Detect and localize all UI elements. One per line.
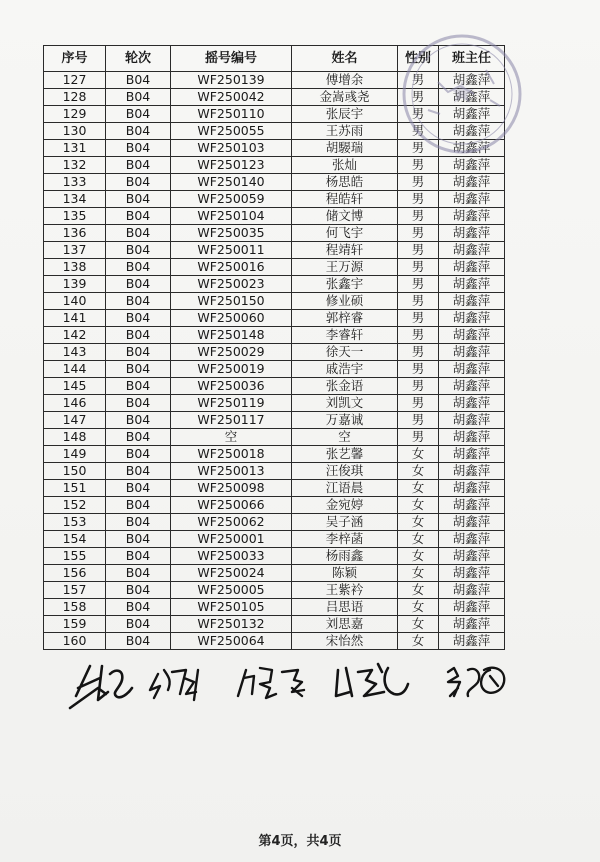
- table-row: [44, 72, 505, 89]
- cell-gender: 女: [398, 565, 439, 582]
- cell-name: 胡騴瑞: [292, 140, 398, 157]
- cell-lottery-number: WF250042: [171, 89, 292, 106]
- cell-round: B04: [106, 242, 171, 259]
- cell-lottery-number: WF250013: [171, 463, 292, 480]
- cell-gender: 男: [398, 259, 439, 276]
- cell-serial-number: 144: [44, 361, 106, 378]
- cell-gender: 男: [398, 293, 439, 310]
- handwritten-signature-4: [336, 664, 408, 696]
- cell-gender: 女: [398, 582, 439, 599]
- cell-lottery-number: WF250064: [171, 633, 292, 650]
- cell-lottery-number: WF250123: [171, 157, 292, 174]
- header-gender: 性别: [398, 46, 439, 72]
- cell-name: 刘思嘉: [292, 616, 398, 633]
- cell-serial-number: 148: [44, 429, 106, 446]
- table-row: [44, 582, 505, 599]
- cell-gender: 男: [398, 310, 439, 327]
- cell-homeroom-teacher: 胡鑫萍: [439, 276, 505, 293]
- cell-name: 张灿: [292, 157, 398, 174]
- cell-round: B04: [106, 191, 171, 208]
- cell-name: 杨思皓: [292, 174, 398, 191]
- cell-round: B04: [106, 225, 171, 242]
- cell-round: B04: [106, 208, 171, 225]
- cell-name: 李梓菡: [292, 531, 398, 548]
- cell-round: B04: [106, 293, 171, 310]
- cell-homeroom-teacher: 胡鑫萍: [439, 480, 505, 497]
- cell-homeroom-teacher: 胡鑫萍: [439, 123, 505, 140]
- cell-lottery-number: WF250119: [171, 395, 292, 412]
- cell-name: 金嵩彧尧: [292, 89, 398, 106]
- cell-serial-number: 140: [44, 293, 106, 310]
- cell-lottery-number: WF250059: [171, 191, 292, 208]
- cell-homeroom-teacher: 胡鑫萍: [439, 582, 505, 599]
- cell-name: 李睿轩: [292, 327, 398, 344]
- cell-round: B04: [106, 565, 171, 582]
- table-row: [44, 157, 505, 174]
- cell-homeroom-teacher: 胡鑫萍: [439, 395, 505, 412]
- cell-round: B04: [106, 395, 171, 412]
- cell-homeroom-teacher: 胡鑫萍: [439, 361, 505, 378]
- cell-homeroom-teacher: 胡鑫萍: [439, 548, 505, 565]
- table-row: [44, 531, 505, 548]
- handwritten-signature-5: [448, 668, 504, 696]
- cell-serial-number: 133: [44, 174, 106, 191]
- cell-gender: 男: [398, 327, 439, 344]
- cell-serial-number: 131: [44, 140, 106, 157]
- cell-lottery-number: WF250036: [171, 378, 292, 395]
- cell-name: 杨雨鑫: [292, 548, 398, 565]
- cell-gender: 男: [398, 157, 439, 174]
- cell-name: 徐天一: [292, 344, 398, 361]
- table-row: [44, 395, 505, 412]
- table-row: [44, 480, 505, 497]
- cell-serial-number: 151: [44, 480, 106, 497]
- cell-name: 傅增余: [292, 72, 398, 89]
- cell-serial-number: 155: [44, 548, 106, 565]
- cell-gender: 男: [398, 276, 439, 293]
- cell-serial-number: 159: [44, 616, 106, 633]
- cell-gender: 女: [398, 446, 439, 463]
- cell-lottery-number: WF250098: [171, 480, 292, 497]
- cell-gender: 男: [398, 429, 439, 446]
- table-row: [44, 429, 505, 446]
- cell-homeroom-teacher: 胡鑫萍: [439, 616, 505, 633]
- cell-serial-number: 157: [44, 582, 106, 599]
- cell-serial-number: 146: [44, 395, 106, 412]
- cell-serial-number: 158: [44, 599, 106, 616]
- cell-round: B04: [106, 446, 171, 463]
- table-header-row: [44, 46, 505, 72]
- cell-name: 宋怡然: [292, 633, 398, 650]
- cell-homeroom-teacher: 胡鑫萍: [439, 446, 505, 463]
- cell-round: B04: [106, 582, 171, 599]
- cell-round: B04: [106, 89, 171, 106]
- cell-name: 张鑫宇: [292, 276, 398, 293]
- cell-gender: 男: [398, 378, 439, 395]
- table-row: [44, 565, 505, 582]
- cell-gender: 女: [398, 480, 439, 497]
- cell-homeroom-teacher: 胡鑫萍: [439, 497, 505, 514]
- cell-serial-number: 156: [44, 565, 106, 582]
- handwritten-signature-1: [70, 666, 132, 708]
- cell-homeroom-teacher: 胡鑫萍: [439, 412, 505, 429]
- cell-gender: 男: [398, 106, 439, 123]
- cell-lottery-number: WF250060: [171, 310, 292, 327]
- cell-gender: 男: [398, 242, 439, 259]
- cell-name: 张艺馨: [292, 446, 398, 463]
- cell-serial-number: 147: [44, 412, 106, 429]
- cell-homeroom-teacher: 胡鑫萍: [439, 191, 505, 208]
- cell-homeroom-teacher: 胡鑫萍: [439, 157, 505, 174]
- page-footer: 第4页，共4页: [258, 834, 342, 849]
- cell-homeroom-teacher: 胡鑫萍: [439, 463, 505, 480]
- cell-name: 金宛婷: [292, 497, 398, 514]
- cell-name: 修业硕: [292, 293, 398, 310]
- header-serial-number: 序号: [44, 46, 106, 72]
- cell-lottery-number: WF250024: [171, 565, 292, 582]
- cell-round: B04: [106, 344, 171, 361]
- cell-name: 刘凯文: [292, 395, 398, 412]
- cell-name: 吴子涵: [292, 514, 398, 531]
- cell-round: B04: [106, 310, 171, 327]
- cell-name: 陈颖: [292, 565, 398, 582]
- table-row: [44, 242, 505, 259]
- cell-round: B04: [106, 276, 171, 293]
- cell-homeroom-teacher: 胡鑫萍: [439, 310, 505, 327]
- cell-homeroom-teacher: 胡鑫萍: [439, 378, 505, 395]
- cell-name: 储文博: [292, 208, 398, 225]
- cell-round: B04: [106, 174, 171, 191]
- cell-round: B04: [106, 480, 171, 497]
- cell-serial-number: 129: [44, 106, 106, 123]
- cell-serial-number: 142: [44, 327, 106, 344]
- cell-homeroom-teacher: 胡鑫萍: [439, 106, 505, 123]
- cell-name: 张金语: [292, 378, 398, 395]
- cell-lottery-number: WF250029: [171, 344, 292, 361]
- cell-homeroom-teacher: 胡鑫萍: [439, 514, 505, 531]
- cell-name: 王万源: [292, 259, 398, 276]
- cell-lottery-number: WF250066: [171, 497, 292, 514]
- cell-round: B04: [106, 531, 171, 548]
- cell-homeroom-teacher: 胡鑫萍: [439, 565, 505, 582]
- cell-name: 张辰宇: [292, 106, 398, 123]
- cell-lottery-number: WF250011: [171, 242, 292, 259]
- cell-round: B04: [106, 378, 171, 395]
- cell-serial-number: 137: [44, 242, 106, 259]
- cell-gender: 男: [398, 191, 439, 208]
- cell-round: B04: [106, 123, 171, 140]
- table-row: [44, 140, 505, 157]
- cell-serial-number: 136: [44, 225, 106, 242]
- cell-serial-number: 141: [44, 310, 106, 327]
- table-row: [44, 497, 505, 514]
- cell-round: B04: [106, 548, 171, 565]
- cell-gender: 女: [398, 633, 439, 650]
- cell-gender: 男: [398, 344, 439, 361]
- cell-name: 吕思语: [292, 599, 398, 616]
- table-row: [44, 412, 505, 429]
- table-row: [44, 327, 505, 344]
- cell-name: 程皓轩: [292, 191, 398, 208]
- cell-name: 江语晨: [292, 480, 398, 497]
- table-row: [44, 633, 505, 650]
- cell-serial-number: 132: [44, 157, 106, 174]
- cell-round: B04: [106, 106, 171, 123]
- cell-serial-number: 128: [44, 89, 106, 106]
- cell-round: B04: [106, 497, 171, 514]
- cell-round: B04: [106, 72, 171, 89]
- table-row: [44, 344, 505, 361]
- cell-homeroom-teacher: 胡鑫萍: [439, 633, 505, 650]
- table-row: [44, 446, 505, 463]
- cell-homeroom-teacher: 胡鑫萍: [439, 140, 505, 157]
- cell-gender: 男: [398, 174, 439, 191]
- cell-lottery-number: WF250001: [171, 531, 292, 548]
- cell-homeroom-teacher: 胡鑫萍: [439, 259, 505, 276]
- cell-round: B04: [106, 463, 171, 480]
- cell-serial-number: 154: [44, 531, 106, 548]
- cell-lottery-number: WF250055: [171, 123, 292, 140]
- cell-gender: 女: [398, 616, 439, 633]
- cell-serial-number: 130: [44, 123, 106, 140]
- cell-lottery-number: WF250019: [171, 361, 292, 378]
- cell-name: 程靖轩: [292, 242, 398, 259]
- cell-round: B04: [106, 514, 171, 531]
- table-row: [44, 310, 505, 327]
- cell-gender: 女: [398, 531, 439, 548]
- table-body: [44, 72, 505, 650]
- table-row: [44, 259, 505, 276]
- cell-lottery-number: 空: [171, 429, 292, 446]
- cell-lottery-number: WF250103: [171, 140, 292, 157]
- table-row: [44, 463, 505, 480]
- table-row: [44, 106, 505, 123]
- cell-gender: 女: [398, 548, 439, 565]
- cell-name: 戚浩宇: [292, 361, 398, 378]
- cell-name: 王紫衿: [292, 582, 398, 599]
- table-row: [44, 599, 505, 616]
- signatures-area: [60, 648, 530, 718]
- cell-homeroom-teacher: 胡鑫萍: [439, 293, 505, 310]
- cell-homeroom-teacher: 胡鑫萍: [439, 344, 505, 361]
- cell-gender: 男: [398, 208, 439, 225]
- cell-gender: 男: [398, 72, 439, 89]
- handwritten-signature-2: [150, 670, 198, 700]
- cell-homeroom-teacher: 胡鑫萍: [439, 599, 505, 616]
- cell-serial-number: 145: [44, 378, 106, 395]
- table-row: [44, 276, 505, 293]
- cell-serial-number: 153: [44, 514, 106, 531]
- cell-lottery-number: WF250110: [171, 106, 292, 123]
- cell-homeroom-teacher: 胡鑫萍: [439, 225, 505, 242]
- cell-lottery-number: WF250105: [171, 599, 292, 616]
- cell-gender: 男: [398, 395, 439, 412]
- table-row: [44, 293, 505, 310]
- cell-lottery-number: WF250139: [171, 72, 292, 89]
- cell-gender: 男: [398, 140, 439, 157]
- cell-serial-number: 134: [44, 191, 106, 208]
- cell-lottery-number: WF250150: [171, 293, 292, 310]
- handwritten-signature-3: [238, 668, 304, 698]
- cell-homeroom-teacher: 胡鑫萍: [439, 242, 505, 259]
- cell-homeroom-teacher: 胡鑫萍: [439, 327, 505, 344]
- cell-serial-number: 135: [44, 208, 106, 225]
- cell-name: 万嘉诚: [292, 412, 398, 429]
- cell-serial-number: 139: [44, 276, 106, 293]
- cell-lottery-number: WF250132: [171, 616, 292, 633]
- cell-gender: 男: [398, 225, 439, 242]
- table-row: [44, 225, 505, 242]
- table-row: [44, 548, 505, 565]
- cell-gender: 男: [398, 361, 439, 378]
- header-round: 轮次: [106, 46, 171, 72]
- cell-lottery-number: WF250148: [171, 327, 292, 344]
- cell-homeroom-teacher: 胡鑫萍: [439, 429, 505, 446]
- cell-gender: 女: [398, 599, 439, 616]
- cell-lottery-number: WF250033: [171, 548, 292, 565]
- cell-name: 何飞宇: [292, 225, 398, 242]
- cell-serial-number: 149: [44, 446, 106, 463]
- cell-serial-number: 150: [44, 463, 106, 480]
- cell-round: B04: [106, 633, 171, 650]
- table-row: [44, 89, 505, 106]
- cell-gender: 男: [398, 89, 439, 106]
- cell-name: 郭梓睿: [292, 310, 398, 327]
- cell-lottery-number: WF250018: [171, 446, 292, 463]
- cell-round: B04: [106, 412, 171, 429]
- cell-round: B04: [106, 327, 171, 344]
- cell-serial-number: 152: [44, 497, 106, 514]
- table-row: [44, 191, 505, 208]
- table-row: [44, 514, 505, 531]
- cell-round: B04: [106, 259, 171, 276]
- cell-serial-number: 143: [44, 344, 106, 361]
- cell-serial-number: 127: [44, 72, 106, 89]
- cell-homeroom-teacher: 胡鑫萍: [439, 174, 505, 191]
- cell-round: B04: [106, 140, 171, 157]
- cell-round: B04: [106, 429, 171, 446]
- cell-lottery-number: WF250140: [171, 174, 292, 191]
- header-lottery-number: 摇号编号: [171, 46, 292, 72]
- table-row: [44, 361, 505, 378]
- cell-serial-number: 138: [44, 259, 106, 276]
- cell-lottery-number: WF250023: [171, 276, 292, 293]
- cell-round: B04: [106, 616, 171, 633]
- cell-homeroom-teacher: 胡鑫萍: [439, 89, 505, 106]
- table-row: [44, 208, 505, 225]
- cell-gender: 女: [398, 514, 439, 531]
- cell-gender: 女: [398, 463, 439, 480]
- header-name: 姓名: [292, 46, 398, 72]
- cell-lottery-number: WF250005: [171, 582, 292, 599]
- table-row: [44, 616, 505, 633]
- student-roster-table: [43, 45, 505, 650]
- cell-homeroom-teacher: 胡鑫萍: [439, 531, 505, 548]
- cell-name: 空: [292, 429, 398, 446]
- cell-lottery-number: WF250062: [171, 514, 292, 531]
- table-row: [44, 123, 505, 140]
- header-homeroom-teacher: 班主任: [439, 46, 505, 72]
- cell-name: 汪俊琪: [292, 463, 398, 480]
- cell-round: B04: [106, 599, 171, 616]
- cell-round: B04: [106, 361, 171, 378]
- cell-lottery-number: WF250117: [171, 412, 292, 429]
- cell-homeroom-teacher: 胡鑫萍: [439, 72, 505, 89]
- cell-lottery-number: WF250016: [171, 259, 292, 276]
- cell-homeroom-teacher: 胡鑫萍: [439, 208, 505, 225]
- cell-serial-number: 160: [44, 633, 106, 650]
- cell-name: 王苏雨: [292, 123, 398, 140]
- cell-gender: 男: [398, 412, 439, 429]
- cell-lottery-number: WF250104: [171, 208, 292, 225]
- cell-round: B04: [106, 157, 171, 174]
- cell-gender: 女: [398, 497, 439, 514]
- table-row: [44, 378, 505, 395]
- table-row: [44, 174, 505, 191]
- cell-lottery-number: WF250035: [171, 225, 292, 242]
- cell-gender: 男: [398, 123, 439, 140]
